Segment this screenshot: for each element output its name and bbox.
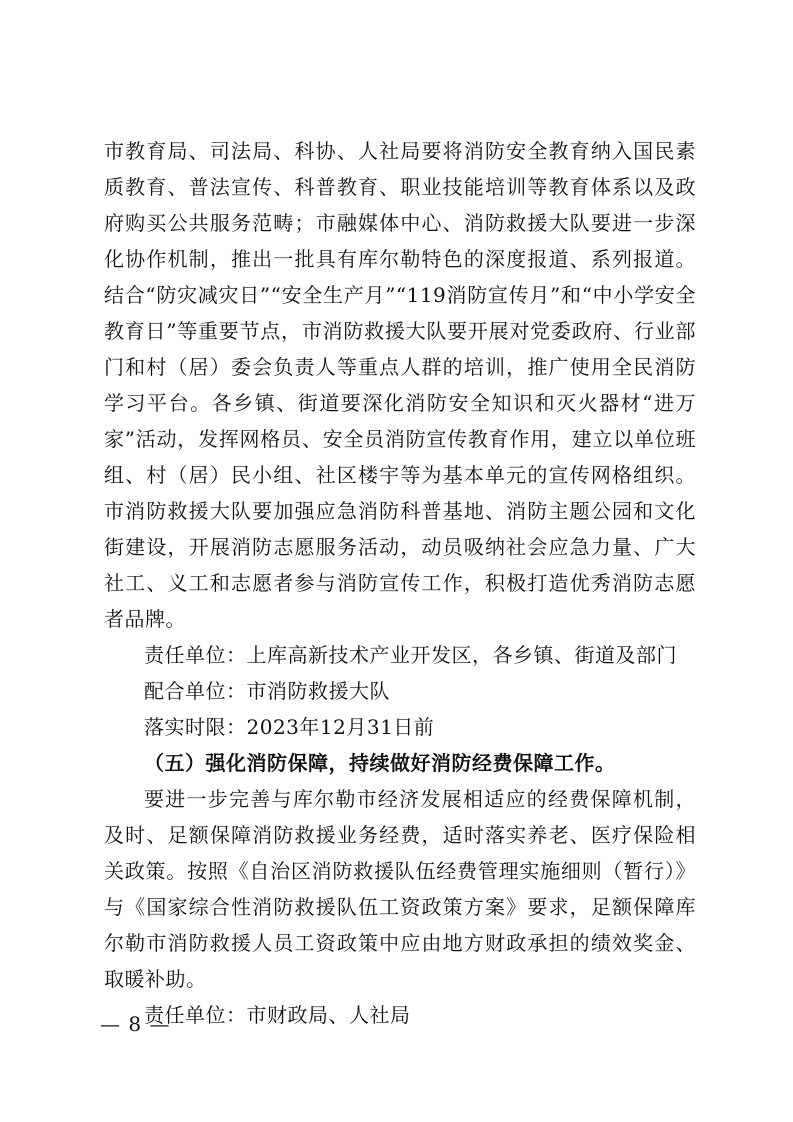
responsible-unit-line: 责任单位：上库高新技术产业开发区，各乡镇、街道及部门: [144, 643, 677, 667]
paragraph-funding-guarantee: 要进一步完善与库尔勒市经济发展相适应的经费保障机制，及时、足额保障消防救援业务经费，适时落实养老、医疗保险相关政策。按照《自治区消防救援队伍经费管理实施细则（暂行）》与《国家综合性消防救援队伍工资政策方案》要求，足额保障库尔勒市消防救援人员工资政策中应由地方财政承担的绩效奖金、取暖补助。: [104, 787, 696, 991]
deadline-line: 落实时限：2023年12月31日前: [144, 715, 435, 739]
section-heading-five: （五）强化消防保障，持续做好消防经费保障工作。: [144, 751, 616, 775]
document-body: [104, 133, 696, 1033]
cooperating-unit-line: 配合单位：市消防救援大队: [144, 679, 390, 703]
paragraph-education-publicity: 市教育局、司法局、科协、人社局要将消防安全教育纳入国民素质教育、普法宣传、科普教育、职业技能培训等教育体系以及政府购买公共服务范畴；市融媒体中心、消防救援大队要进一步深化协作机制，推出一批具有库尔勒特色的深度报道、系列报道。结合“防灾减灾日”“安全生产月”“119消防宣传月”和“中小学安全教育日”等重要节点，市消防救援大队要开展对党委政府、行业部门和村（居）委会负责人等重点人群的培训，推广使用全民消防学习平台。各乡镇、街道要深化消防安全知识和灭火器材“进万家”活动，发挥网格员、安全员消防宣传教育作用，建立以单位班组、村（居）民小组、社区楼宇等为基本单元的宣传网格组织。市消防救援大队要加强应急消防科普基地、消防主题公园和文化街建设，开展消防志愿服务活动，动员吸纳社会应急力量、广大社工、义工和志愿者参与消防宣传工作，积极打造优秀消防志愿者品牌。: [104, 139, 696, 631]
page-number: — 8 —: [100, 1012, 171, 1036]
responsible-unit-line-2: 责任单位：市财政局、人社局: [144, 1003, 411, 1027]
